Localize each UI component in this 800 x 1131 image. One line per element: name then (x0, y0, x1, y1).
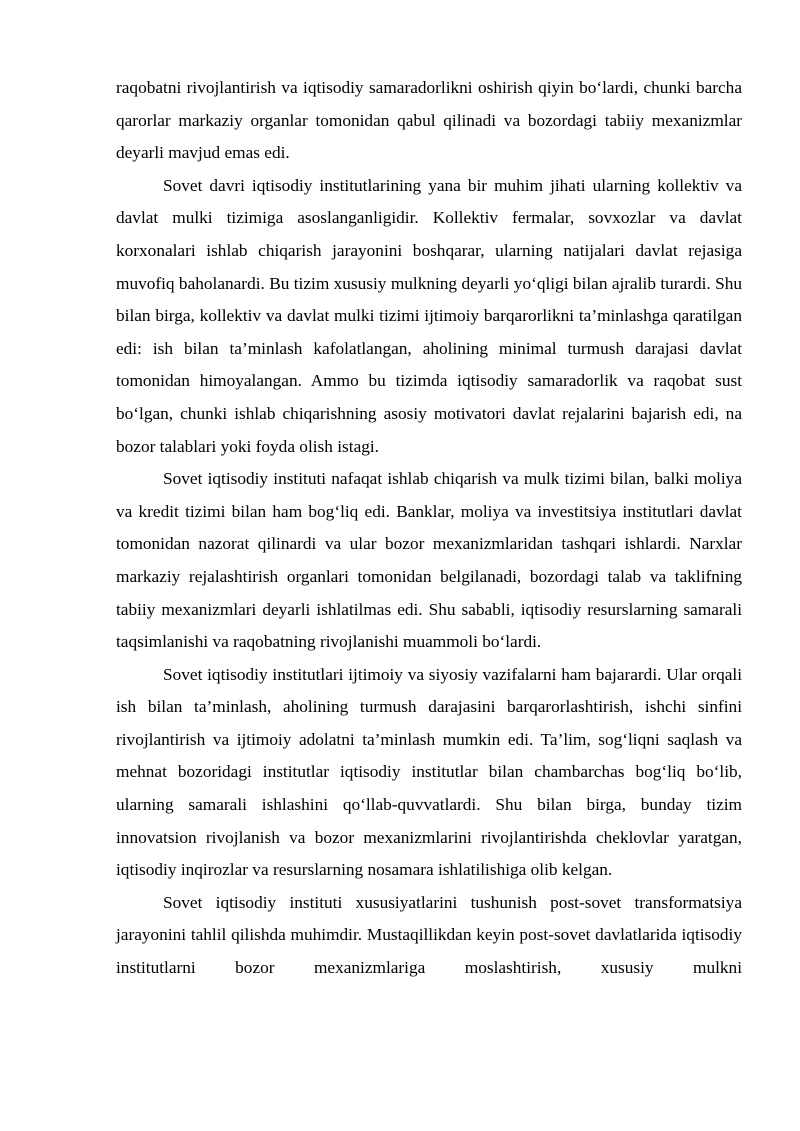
paragraph-2: Sovet davri iqtisodiy institutlarining yana bir muhim jihati ularning kollektiv va davlat mulki tizimiga asoslanganligidir. Kollektiv fermalar, sovxozlar va davlat korxonalari ishlab chiqarish jarayonini boshqarar, ularning natijalari davlat rejasiga muvofiq baholanardi. Bu tizim xususiy mulkning deyarli yo‘qligi bilan ajralib turardi. Shu bilan birga, kollektiv va davlat mulki tizimi ijtimoiy barqarorlikni ta’minlashga qaratilgan edi: ish bilan ta’minlash kafolatlangan, aholining minimal turmush darajasi davlat tomonidan himoyalangan. Ammo bu tizimda iqtisodiy samaradorlik va raqobat sust bo‘lgan, chunki ishlab chiqarishning asosiy motivatori davlat rejalarini bajarish edi, na bozor talablari yoki foyda olish istagi. (116, 175, 742, 456)
paragraph-3: Sovet iqtisodiy instituti nafaqat ishlab chiqarish va mulk tizimi bilan, balki moliya va kredit tizimi bilan ham bog‘liq edi. Banklar, moliya va investitsiya institutlari davlat tomonidan nazorat qilinardi va ular bozor mexanizmlaridan tashqari ishlardi. Narxlar markaziy rejalashtirish organlari tomonidan belgilanadi, bozordagi talab va taklifning tabiiy mexanizmlari deyarli ishlatilmas edi. Shu sababli, iqtisodiy resurslarning samarali taqsimlanishi va raqobatning rivojlanishi muammoli bo‘lardi. (116, 469, 742, 652)
document-page (116, 72, 742, 985)
paragraph-5: Sovet iqtisodiy instituti xususiyatlarini tushunish post-sovet transformatsiya jarayonini tahlil qilishda muhimdir. Mustaqillikdan keyin post-sovet davlatlarida iqtisodiy institutlarni bozor mexanizmlariga moslashtirish, xususiy mulkni (116, 892, 742, 978)
paragraph-4: Sovet iqtisodiy institutlari ijtimoiy va siyosiy vazifalarni ham bajarardi. Ular orqali ish bilan ta’minlash, aholining turmush darajasini barqarorlashtirish, ishchi sinfini rivojlantirish va ijtimoiy adolatni ta’minlash mumkin edi. Ta’lim, sog‘liqni saqlash va mehnat bozoridagi institutlar iqtisodiy institutlar bilan chambarchas bog‘liq bo‘lib, ularning samarali ishlashini qo‘llab-quvvatlardi. Shu bilan birga, bunday tizim innovatsion rivojlanish va bozor mexanizmlarini rivojlantirishda cheklovlar yaratgan, iqtisodiy inqirozlar va resurslarning nosamara ishlatilishiga olib kelgan. (116, 664, 742, 880)
paragraph-1: raqobatni rivojlantirish va iqtisodiy samaradorlikni oshirish qiyin bo‘lardi, chunki barcha qarorlar markaziy organlar tomonidan qabul qilinadi va bozordagi tabiiy mexanizmlar deyarli mavjud emas edi. (116, 78, 742, 163)
